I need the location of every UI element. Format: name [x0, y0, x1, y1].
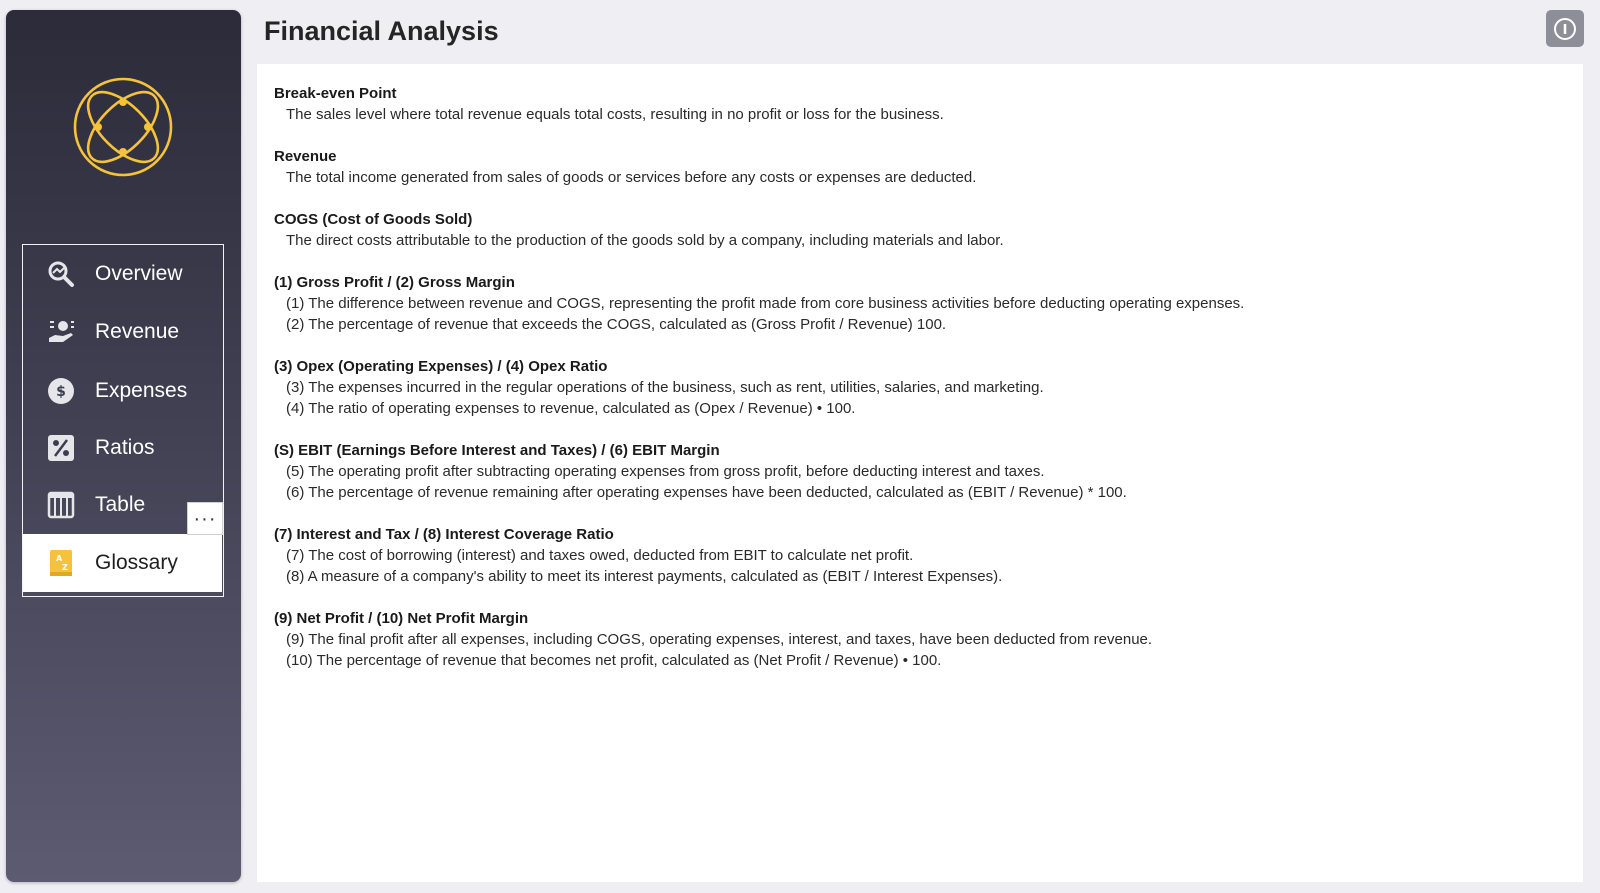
- sidebar-item-label: Ratios: [95, 436, 155, 459]
- search-chart-icon: [47, 260, 75, 288]
- glossary-term: (S) EBIT (Earnings Before Interest and Taxes) / (6) EBIT Margin: [274, 442, 720, 459]
- glossary-term: Revenue: [274, 148, 337, 165]
- glossary-entry: [274, 146, 1583, 188]
- percent-square-icon: [47, 434, 75, 462]
- glossary-entry: [274, 608, 1583, 671]
- glossary-term: (9) Net Profit / (10) Net Profit Margin: [274, 610, 529, 627]
- sidebar-item-label: Expenses: [95, 379, 188, 402]
- glossary-definition: (2) The percentage of revenue that exceeds the COGS, calculated as (Gross Profit / Revenue) 100.: [286, 316, 947, 333]
- glossary-definition: (1) The difference between revenue and COGS, representing the profit made from core business activities before deducting operating expenses.: [286, 295, 1245, 312]
- glossary-definition: (4) The ratio of operating expenses to revenue, calculated as (Opex / Revenue) • 100.: [286, 400, 856, 417]
- glossary-definition: The total income generated from sales of goods or services before any costs or expenses are deducted.: [286, 169, 977, 186]
- sidebar-item-label: Glossary: [95, 551, 178, 574]
- logo-icon: [72, 76, 174, 178]
- more-options-button[interactable]: ···: [187, 502, 223, 535]
- sidebar-item-expenses[interactable]: [23, 362, 222, 420]
- sidebar-item-label: Overview: [95, 262, 183, 285]
- svg-text:Z: Z: [62, 563, 68, 572]
- info-button[interactable]: [1546, 10, 1584, 47]
- svg-text:$: $: [56, 384, 66, 400]
- sidebar-item-revenue[interactable]: [23, 303, 222, 361]
- glossary-definition: (6) The percentage of revenue remaining after operating expenses have been deducted, calculated as (EBIT / Revenue) * 100.: [286, 484, 1127, 501]
- sidebar: [6, 10, 241, 882]
- sidebar-item-glossary[interactable]: [23, 534, 222, 592]
- glossary-entry: [274, 272, 1583, 335]
- glossary-definition: (7) The cost of borrowing (interest) and taxes owed, deducted from EBIT to calculate net profit.: [286, 547, 914, 564]
- glossary-term: (7) Interest and Tax / (8) Interest Coverage Ratio: [274, 526, 614, 543]
- page-title: Financial Analysis: [264, 16, 499, 46]
- glossary-definition: The direct costs attributable to the production of the goods sold by a company, including materials and labor.: [286, 232, 1004, 249]
- glossary-panel: [257, 64, 1583, 882]
- svg-text:A: A: [56, 554, 63, 563]
- sidebar-item-overview[interactable]: [23, 245, 222, 303]
- sidebar-item-ratios[interactable]: [23, 419, 222, 477]
- sidebar-nav: [22, 244, 224, 597]
- hand-coins-icon: [47, 318, 75, 346]
- az-book-icon: [47, 549, 75, 577]
- glossary-definition: (5) The operating profit after subtracting operating expenses from gross profit, before deducting interest and taxes.: [286, 463, 1045, 480]
- info-icon: [1553, 17, 1577, 41]
- glossary-entry: [274, 440, 1583, 503]
- glossary-entry: [274, 356, 1583, 419]
- glossary-entry: [274, 209, 1583, 251]
- sidebar-item-label: Table: [95, 493, 146, 516]
- glossary-definition: (8) A measure of a company's ability to meet its interest payments, calculated as (EBIT / Interest Expenses).: [286, 568, 1003, 585]
- glossary-entry: [274, 524, 1583, 587]
- glossary-term: Break-even Point: [274, 85, 397, 102]
- glossary-definition: (9) The final profit after all expenses, including COGS, operating expenses, interest, and taxes, have been deducted from revenue.: [286, 631, 1153, 648]
- table-columns-icon: [47, 491, 75, 519]
- glossary-definition: (10) The percentage of revenue that becomes net profit, calculated as (Net Profit / Revenue) • 100.: [286, 652, 942, 669]
- dollar-circle-icon: [47, 377, 75, 405]
- glossary-entry: [274, 83, 1583, 125]
- glossary-term: (1) Gross Profit / (2) Gross Margin: [274, 274, 515, 291]
- glossary-term: (3) Opex (Operating Expenses) / (4) Opex Ratio: [274, 358, 608, 375]
- sidebar-item-label: Revenue: [95, 320, 180, 343]
- glossary-definition: (3) The expenses incurred in the regular operations of the business, such as rent, utilities, salaries, and marketing.: [286, 379, 1044, 396]
- glossary-definition: The sales level where total revenue equals total costs, resulting in no profit or loss for the business.: [286, 106, 944, 123]
- glossary-term: COGS (Cost of Goods Sold): [274, 211, 473, 228]
